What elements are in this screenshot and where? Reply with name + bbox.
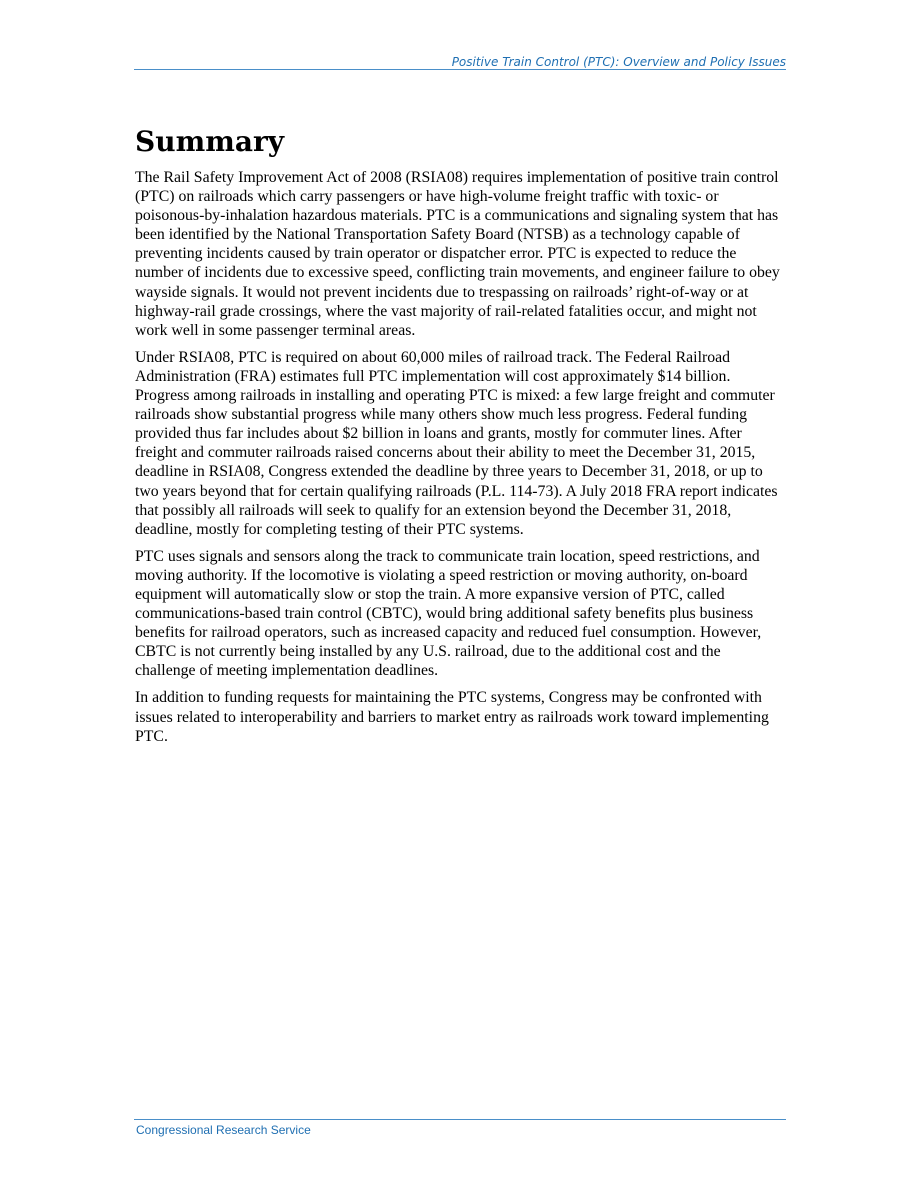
header-divider [134, 69, 786, 70]
summary-heading: Summary [135, 125, 284, 158]
running-footer-organization: Congressional Research Service [136, 1123, 311, 1137]
summary-paragraph-1: The Rail Safety Improvement Act of 2008 (RSIA08) requires implementation of positive train control (PTC) on railroads which carry passengers or have high-volume freight traffic with toxic- or poisonous-by-inhalation hazardous materials. PTC is a communications and signaling system that has been identified by the National Transportation Safety Board (NTSB) as a technology capable of preventing incidents caused by train operator or dispatcher error. PTC is expected to reduce the number of incidents due to excessive speed, conflicting train movements, and engineer failure to obey wayside signals. It would not prevent incidents due to trespassing on railroads’ right-of-way or at highway-rail grade crossings, where the vast majority of rail-related fatalities occur, and might not work well in some passenger terminal areas. [135, 169, 780, 339]
running-header-title: Positive Train Control (PTC): Overview and Policy Issues [451, 55, 786, 69]
summary-paragraph-3: PTC uses signals and sensors along the track to communicate train location, speed restrictions, and moving authority. If the locomotive is violating a speed restriction or moving authority, on-board equipment will automatically slow or stop the train. A more expansive version of PTC, called communications-based train control (CBTC), would bring additional safety benefits plus business benefits for railroad operators, such as increased capacity and reduced fuel consumption. However, CBTC is not currently being installed by any U.S. railroad, due to the additional cost and the challenge of meeting implementation deadlines. [135, 547, 762, 680]
summary-paragraph-2: Under RSIA08, PTC is required on about 60,000 miles of railroad track. The Federal Railroad Administration (FRA) estimates full PTC implementation will cost approximately $14 billion. Progress among railroads in installing and operating PTC is mixed: a few large freight and commuter railroads show substantial progress while many others show much less progress. Federal funding provided thus far includes about $2 billion in loans and grants, mostly for commuter lines. After freight and commuter railroads raised concerns about their ability to meet the December 31, 2015, deadline in RSIA08, Congress extended the deadline by three years to December 31, 2018, or up to two years beyond that for certain qualifying railroads (P.L. 114-73). A July 2018 FRA report indicates that possibly all railroads will seek to qualify for an extension beyond the December 31, 2018, deadline, mostly for completing testing of their PTC systems. [135, 348, 778, 538]
summary-paragraph-4: In addition to funding requests for maintaining the PTC systems, Congress may be confronted with issues related to interoperability and barriers to market entry as railroads work toward implementing PTC. [135, 689, 769, 745]
summary-body [135, 168, 785, 754]
footer-divider [134, 1119, 786, 1120]
